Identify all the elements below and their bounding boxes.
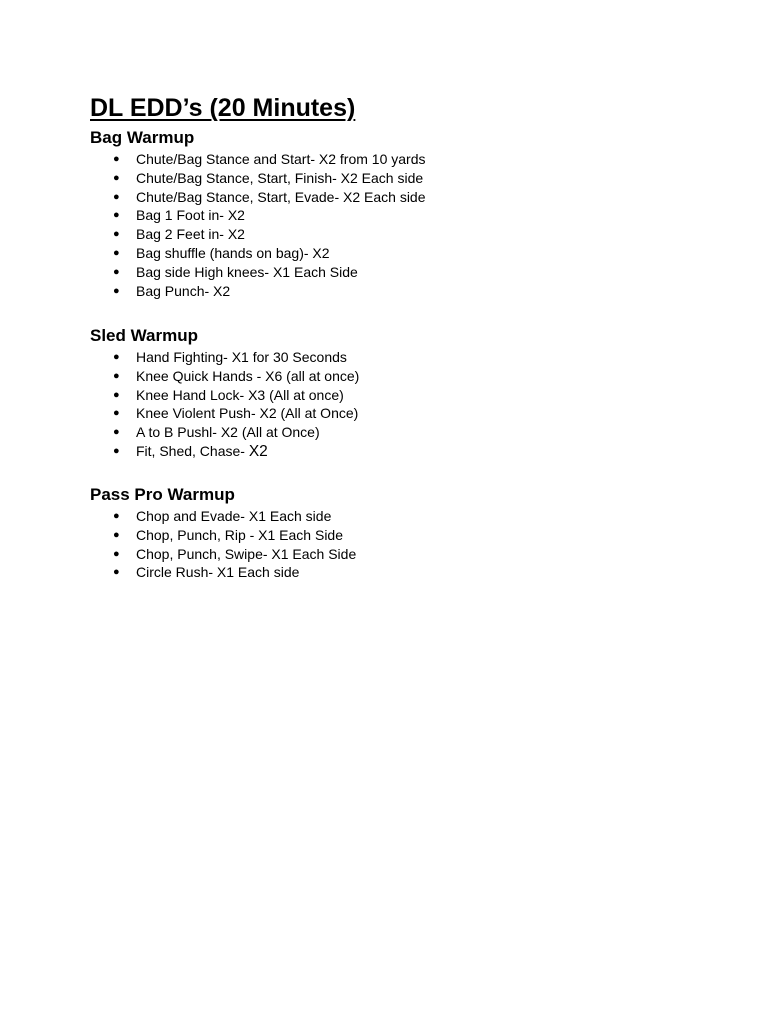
bullet-icon: ● bbox=[113, 190, 120, 203]
bullet-icon: ● bbox=[113, 547, 120, 560]
bullet-icon: ● bbox=[113, 369, 120, 382]
list-item-text: Chute/Bag Stance, Start, Finish- X2 Each side bbox=[136, 169, 424, 186]
list-item-text-main: Fit, Shed, Chase- bbox=[136, 442, 249, 459]
bullet-icon: ● bbox=[113, 407, 120, 420]
bullet-icon: ● bbox=[113, 351, 120, 363]
list-item-text: Bag Punch- X2 bbox=[136, 282, 231, 299]
bullet-icon: ● bbox=[113, 228, 120, 241]
bullet-icon: ● bbox=[113, 444, 120, 457]
bullet-icon: ● bbox=[113, 566, 120, 579]
bullet-icon: ● bbox=[113, 510, 120, 522]
list-item-text: Bag 1 Foot in- X2 bbox=[136, 207, 245, 224]
section-heading-sled-warmup: Sled Warmup bbox=[90, 326, 198, 345]
bullet-icon: ● bbox=[113, 153, 120, 165]
bullet-icon: ● bbox=[113, 265, 120, 278]
bullet-icon: ● bbox=[113, 528, 120, 541]
section-heading-pass-pro-warmup: Pass Pro Warmup bbox=[90, 485, 235, 504]
list-item-text: Chute/Bag Stance, Start, Evade- X2 Each side bbox=[136, 188, 426, 205]
list-item-text: Bag side High knees- X1 Each Side bbox=[136, 263, 358, 280]
list-item-text: Knee Violent Push- X2 (All at Once) bbox=[136, 405, 359, 422]
list-item-text: Chop and Evade- X1 Each side bbox=[136, 508, 332, 524]
list-item-text: Knee Quick Hands - X6 (all at once) bbox=[136, 367, 360, 384]
list-item-text: Chute/Bag Stance and Start- X2 from 10 yards bbox=[136, 151, 426, 167]
list-item-text-suffix: X2 bbox=[248, 442, 268, 460]
list-item-text: Hand Fighting- X1 for 30 Seconds bbox=[136, 349, 347, 365]
list-item-text: Circle Rush- X1 Each side bbox=[136, 564, 300, 581]
bullet-icon: ● bbox=[113, 426, 120, 439]
list-item-text bbox=[136, 442, 268, 462]
list-item-text: Knee Hand Lock- X3 (All at once) bbox=[136, 386, 344, 403]
list-item-text: Bag shuffle (hands on bag)- X2 bbox=[136, 244, 330, 261]
list-item-text: Chop, Punch, Rip - X1 Each Side bbox=[136, 526, 344, 543]
list-item-text: Bag 2 Feet in- X2 bbox=[136, 226, 245, 243]
document-title: DL EDD’s (20 Minutes) bbox=[90, 94, 356, 122]
section-heading-bag-warmup: Bag Warmup bbox=[90, 128, 195, 147]
list-item-text: Chop, Punch, Swipe- X1 Each Side bbox=[136, 545, 357, 562]
bullet-icon: ● bbox=[113, 209, 120, 222]
bullet-icon: ● bbox=[113, 388, 120, 401]
list-item-text: A to B Pushl- X2 (All at Once) bbox=[136, 424, 320, 441]
bullet-icon: ● bbox=[113, 171, 120, 184]
bullet-icon: ● bbox=[113, 246, 120, 259]
bullet-icon: ● bbox=[113, 284, 120, 297]
